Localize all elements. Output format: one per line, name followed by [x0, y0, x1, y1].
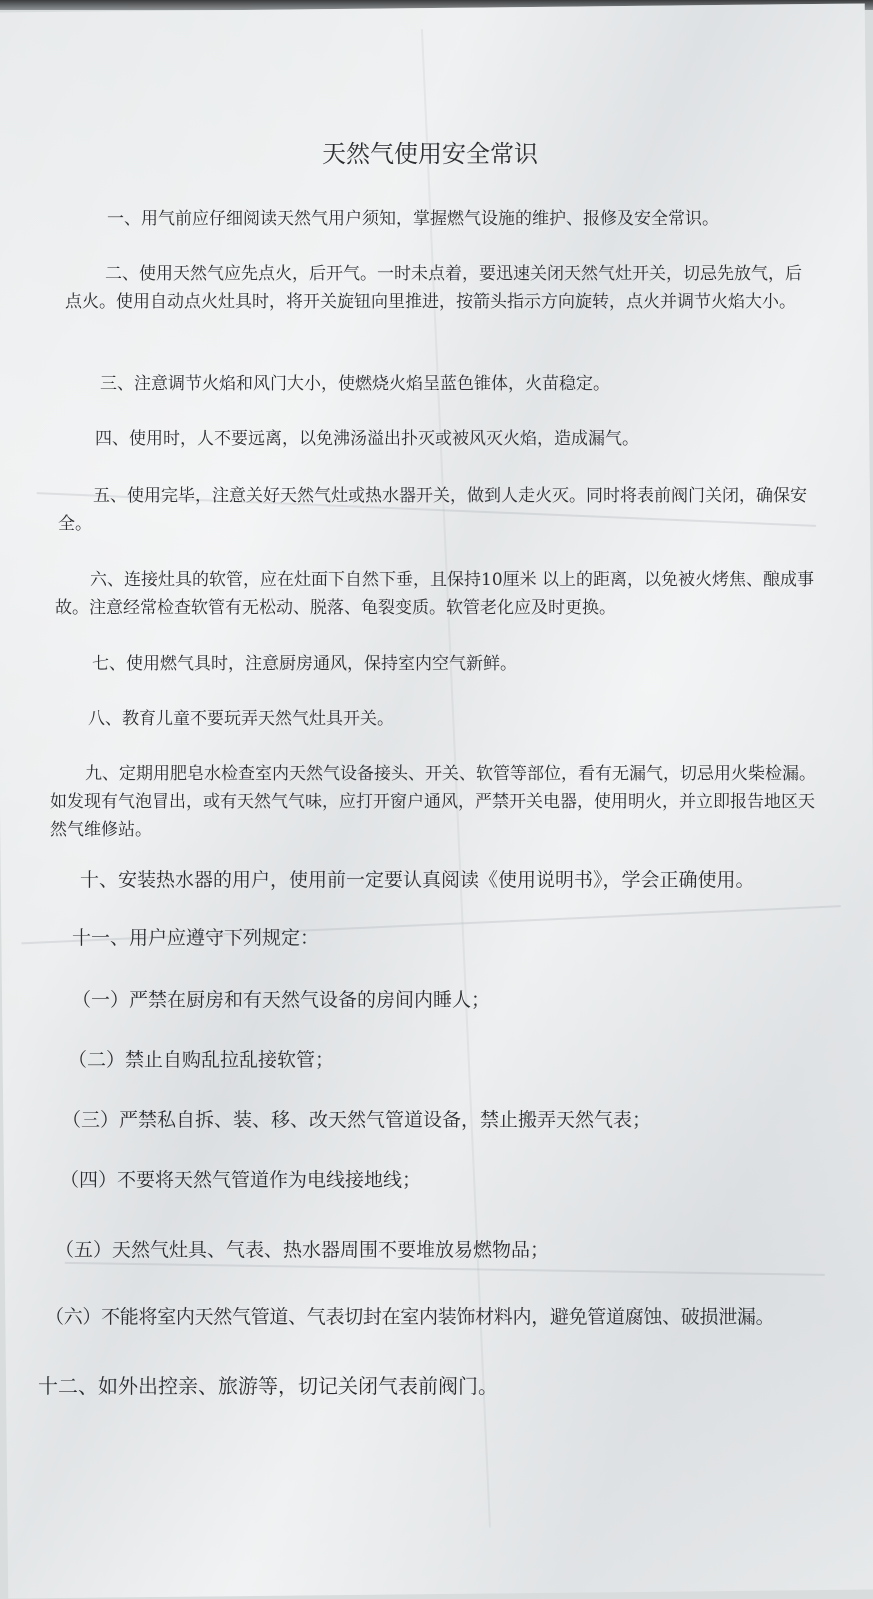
item-3: 三、注意调节火焰和风门大小，使燃烧火焰呈蓝色锥体，火苗稳定。 — [100, 374, 610, 394]
rule-2: （二）禁止自购乱拉乱接软管； — [68, 1049, 335, 1071]
item-9: 九、定期用肥皂水检查室内天然气设备接头、开关、软管等部位，看有无漏气，切忌用火柴检漏。如发现有气泡冒出，或有天然气气味，应打开窗户通风，严禁开关电器，使用明火，并立即报告地区天然气维修站。 — [50, 764, 816, 840]
item-11: 十一、用户应遵守下列规定： — [72, 927, 320, 949]
rule-4: （四）不要将天然气管道作为电线接地线； — [60, 1169, 422, 1191]
document-title: 天然气使用安全常识 — [322, 140, 538, 168]
item-12: 十二、如外出控亲、旅游等，切记关闭气表前阀门。 — [38, 1374, 498, 1398]
rule-1: （一）严禁在厨房和有天然气设备的房间内睡人； — [72, 989, 491, 1011]
item-1: 一、用气前应仔细阅读天然气用户须知，掌握燃气设施的维护、报修及安全常识。 — [107, 209, 719, 229]
item-2: 二、使用天然气应先点火，后开气。一时未点着，要迅速关闭天然气灶开关，切忌先放气，后点火。使用自动点火灶具时，将开关旋钮向里推进，按箭头指示方向旋转，点火并调节火焰大小。 — [65, 264, 802, 312]
rule-3: （三）严禁私自拆、装、移、改天然气管道设备，禁止搬弄天然气表； — [62, 1109, 652, 1131]
item-4: 四、使用时，人不要远离，以免沸汤溢出扑灭或被风灭火焰，造成漏气。 — [95, 429, 639, 449]
item-7: 七、使用燃气具时，注意厨房通风，保持室内空气新鲜。 — [92, 654, 517, 674]
item-6: 六、连接灶具的软管，应在灶面下自然下垂，且保持10厘米 以上的距离，以免被火烤焦、酿成事故。注意经常检查软管有无松动、脱落、龟裂变质。软管老化应及时更换。 — [55, 570, 815, 618]
item-8: 八、教育儿童不要玩弄天然气灶具开关。 — [88, 709, 394, 729]
rule-6: （六）不能将室内天然气管道、气表切封在室内装饰材料内，避免管道腐蚀、破损泄漏。 — [45, 1306, 775, 1328]
item-5: 五、使用完毕，注意关好天然气灶或热水器开关，做到人走火灭。同时将表前阀门关闭，确保安全。 — [58, 486, 807, 534]
rule-5: （五）天然气灶具、气表、热水器周围不要堆放易燃物品； — [55, 1239, 550, 1261]
item-10: 十、安装热水器的用户，使用前一定要认真阅读《使用说明书》，学会正确使用。 — [80, 869, 755, 891]
